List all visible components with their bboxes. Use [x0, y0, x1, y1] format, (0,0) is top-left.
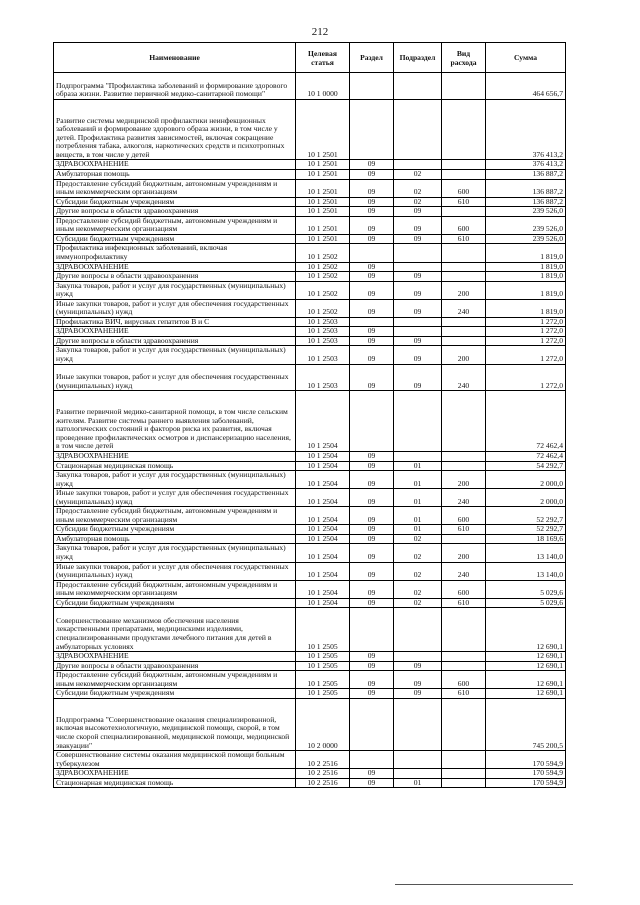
cell-expense-type	[442, 160, 486, 170]
cell-subsection: 09	[394, 346, 442, 364]
cell-expense-type: 240	[442, 562, 486, 580]
cell-name: ЗДРАВООХРАНЕНИЕ	[54, 262, 296, 272]
cell-sum: 1 819,0	[486, 262, 566, 272]
cell-article: 10 1 2504	[296, 391, 350, 452]
cell-article: 10 1 2501	[296, 170, 350, 180]
table-row	[54, 525, 566, 535]
cell-sum: 745 200,5	[486, 698, 566, 750]
cell-expense-type: 610	[442, 197, 486, 207]
cell-article: 10 1 2501	[296, 160, 350, 170]
table-row	[54, 769, 566, 779]
cell-article: 10 1 2502	[296, 244, 350, 262]
cell-expense-type	[442, 751, 486, 769]
cell-section: 09	[350, 652, 394, 662]
cell-expense-type	[442, 652, 486, 662]
cell-sum: 2 000,0	[486, 471, 566, 489]
cell-name: Иные закупки товаров, работ и услуг для обеспечения государственных (муниципальных) нужд	[54, 299, 296, 317]
cell-subsection	[394, 769, 442, 779]
cell-expense-type: 200	[442, 346, 486, 364]
table-row	[54, 327, 566, 337]
cell-section: 09	[350, 262, 394, 272]
cell-subsection: 09	[394, 689, 442, 699]
cell-article: 10 1 2501	[296, 216, 350, 234]
cell-subsection: 02	[394, 598, 442, 608]
cell-expense-type	[442, 73, 486, 100]
cell-article: 10 1 2504	[296, 534, 350, 544]
cell-name: Другие вопросы в области здравоохранения	[54, 207, 296, 217]
cell-sum: 18 169,6	[486, 534, 566, 544]
cell-subsection	[394, 73, 442, 100]
cell-expense-type: 610	[442, 689, 486, 699]
cell-name: Субсидии бюджетным учреждениям	[54, 598, 296, 608]
table-row	[54, 179, 566, 197]
cell-sum: 239 526,0	[486, 207, 566, 217]
cell-subsection	[394, 391, 442, 452]
table-row	[54, 73, 566, 100]
cell-name: ЗДРАВООХРАНЕНИЕ	[54, 652, 296, 662]
cell-article: 10 1 2504	[296, 544, 350, 562]
cell-name: Предоставление субсидий бюджетным, автономным учреждениям и иным некоммерческим организациям	[54, 671, 296, 689]
cell-sum: 1 819,0	[486, 281, 566, 299]
cell-subsection: 01	[394, 471, 442, 489]
cell-expense-type: 200	[442, 471, 486, 489]
cell-section	[350, 99, 394, 160]
cell-sum: 136 887,2	[486, 179, 566, 197]
cell-article: 10 1 2504	[296, 580, 350, 598]
cell-article: 10 1 2501	[296, 179, 350, 197]
cell-name: ЗДРАВООХРАНЕНИЕ	[54, 160, 296, 170]
cell-name: Профилактика инфекционных заболеваний, включая иммунопрофилактику	[54, 244, 296, 262]
cell-section: 09	[350, 580, 394, 598]
cell-article: 10 1 2504	[296, 471, 350, 489]
budget-table	[53, 42, 566, 788]
cell-sum: 239 526,0	[486, 216, 566, 234]
header-expense-type: Вид расхода	[442, 43, 486, 73]
cell-sum: 54 292,7	[486, 461, 566, 471]
cell-section: 09	[350, 216, 394, 234]
cell-subsection: 01	[394, 461, 442, 471]
cell-sum: 1 819,0	[486, 244, 566, 262]
table-row	[54, 751, 566, 769]
cell-expense-type: 240	[442, 299, 486, 317]
cell-section: 09	[350, 769, 394, 779]
table-row	[54, 671, 566, 689]
table-header-row	[54, 43, 566, 73]
cell-name: Подпрограмма "Совершенствование оказания специализированной, включая высокотехнологичную, медицинской помощи, скорой, в том числе скорой специализированной, медицинской помощи, медицинской эвакуации"	[54, 698, 296, 750]
table-row	[54, 244, 566, 262]
cell-name: Иные закупки товаров, работ и услуг для обеспечения государственных (муниципальных) нужд	[54, 364, 296, 391]
cell-subsection: 02	[394, 562, 442, 580]
cell-section: 09	[350, 272, 394, 282]
cell-section: 09	[350, 170, 394, 180]
cell-article: 10 1 2505	[296, 661, 350, 671]
header-article: Целевая статья	[296, 43, 350, 73]
cell-name: Развитие системы медицинской профилактики неинфекционных заболеваний и формирование здорового образа жизни, в том числе у детей. Профилактика развития зависимостей, включая сокращение потребления табака, алкоголя, наркотических средств и психотропных веществ, в том числе у детей	[54, 99, 296, 160]
cell-expense-type: 600	[442, 216, 486, 234]
cell-section: 09	[350, 452, 394, 462]
table-row	[54, 778, 566, 788]
cell-subsection: 09	[394, 216, 442, 234]
table-row	[54, 216, 566, 234]
cell-expense-type	[442, 391, 486, 452]
cell-expense-type: 200	[442, 281, 486, 299]
cell-expense-type	[442, 327, 486, 337]
header-section: Раздел	[350, 43, 394, 73]
cell-article: 10 2 2516	[296, 769, 350, 779]
cell-sum: 136 887,2	[486, 170, 566, 180]
cell-article: 10 1 2501	[296, 234, 350, 244]
cell-sum: 1 819,0	[486, 272, 566, 282]
table-row	[54, 580, 566, 598]
cell-section	[350, 73, 394, 100]
cell-sum: 136 887,2	[486, 197, 566, 207]
cell-name: Стационарная медицинская помощь	[54, 778, 296, 788]
cell-article: 10 1 2503	[296, 317, 350, 327]
cell-sum: 1 272,0	[486, 346, 566, 364]
cell-subsection	[394, 452, 442, 462]
cell-subsection: 02	[394, 580, 442, 598]
cell-section: 09	[350, 160, 394, 170]
cell-name: Субсидии бюджетным учреждениям	[54, 197, 296, 207]
cell-subsection: 09	[394, 299, 442, 317]
table-row	[54, 272, 566, 282]
cell-section: 09	[350, 598, 394, 608]
cell-article: 10 1 2501	[296, 207, 350, 217]
cell-article: 10 1 2504	[296, 598, 350, 608]
cell-section: 09	[350, 299, 394, 317]
cell-article: 10 1 2505	[296, 689, 350, 699]
cell-subsection	[394, 652, 442, 662]
cell-article: 10 1 2504	[296, 452, 350, 462]
cell-subsection: 01	[394, 778, 442, 788]
cell-section: 09	[350, 234, 394, 244]
cell-section: 09	[350, 544, 394, 562]
cell-article: 10 1 2503	[296, 327, 350, 337]
cell-subsection	[394, 698, 442, 750]
cell-sum: 72 462,4	[486, 391, 566, 452]
cell-sum: 13 140,0	[486, 562, 566, 580]
cell-sum: 1 272,0	[486, 327, 566, 337]
cell-expense-type	[442, 778, 486, 788]
cell-article: 10 1 2504	[296, 507, 350, 525]
cell-name: Развитие первичной медико-санитарной помощи, в том числе сельским жителям. Развитие системы раннего выявления заболеваний, патологических состояний и факторов риска их развития, включая проведение профилактических осмотров и диспансеризацию населения, в том числе детей	[54, 391, 296, 452]
cell-expense-type: 240	[442, 364, 486, 391]
cell-name: Закупка товаров, работ и услуг для государственных (муниципальных) нужд	[54, 544, 296, 562]
table-row	[54, 452, 566, 462]
cell-article: 10 1 2504	[296, 489, 350, 507]
cell-section: 09	[350, 507, 394, 525]
cell-name: Подпрограмма "Профилактика заболеваний и формирование здорового образа жизни. Развитие первичной медико-санитарной помощи"	[54, 73, 296, 100]
cell-expense-type	[442, 272, 486, 282]
cell-sum: 1 272,0	[486, 317, 566, 327]
cell-expense-type: 600	[442, 507, 486, 525]
cell-sum: 170 594,9	[486, 778, 566, 788]
cell-section: 09	[350, 336, 394, 346]
table-row	[54, 346, 566, 364]
cell-section	[350, 391, 394, 452]
cell-subsection: 02	[394, 544, 442, 562]
cell-subsection: 01	[394, 489, 442, 507]
cell-article: 10 1 2504	[296, 562, 350, 580]
cell-article: 10 1 2501	[296, 99, 350, 160]
cell-name: Закупка товаров, работ и услуг для государственных (муниципальных) нужд	[54, 346, 296, 364]
cell-name: Другие вопросы в области здравоохранения	[54, 661, 296, 671]
cell-subsection: 09	[394, 661, 442, 671]
cell-expense-type: 610	[442, 525, 486, 535]
table-row	[54, 391, 566, 452]
cell-expense-type	[442, 608, 486, 652]
cell-subsection	[394, 751, 442, 769]
cell-subsection	[394, 327, 442, 337]
cell-subsection	[394, 99, 442, 160]
cell-subsection: 01	[394, 525, 442, 535]
cell-article: 10 1 2503	[296, 346, 350, 364]
cell-expense-type	[442, 99, 486, 160]
cell-expense-type	[442, 317, 486, 327]
cell-sum: 5 029,6	[486, 580, 566, 598]
cell-sum: 1 819,0	[486, 299, 566, 317]
cell-expense-type: 240	[442, 489, 486, 507]
cell-section	[350, 608, 394, 652]
cell-name: Совершенствование механизмов обеспечения населения лекарственными препаратами, медицинскими изделиями, специализированными продуктами лечебного питания для детей в амбулаторных условиях	[54, 608, 296, 652]
cell-sum: 12 690,1	[486, 689, 566, 699]
cell-sum: 2 000,0	[486, 489, 566, 507]
cell-section: 09	[350, 671, 394, 689]
cell-article: 10 1 2504	[296, 525, 350, 535]
cell-name: Предоставление субсидий бюджетным, автономным учреждениям и иным некоммерческим организациям	[54, 580, 296, 598]
cell-name: Закупка товаров, работ и услуг для государственных (муниципальных) нужд	[54, 471, 296, 489]
table-row	[54, 698, 566, 750]
cell-sum: 1 272,0	[486, 364, 566, 391]
cell-subsection: 09	[394, 272, 442, 282]
cell-section: 09	[350, 562, 394, 580]
cell-name: Субсидии бюджетным учреждениям	[54, 234, 296, 244]
cell-section	[350, 698, 394, 750]
cell-sum: 72 462,4	[486, 452, 566, 462]
cell-name: Субсидии бюджетным учреждениям	[54, 525, 296, 535]
table-row	[54, 281, 566, 299]
cell-subsection: 02	[394, 179, 442, 197]
table-row	[54, 507, 566, 525]
table-row	[54, 99, 566, 160]
cell-name: Предоставление субсидий бюджетным, автономным учреждениям и иным некоммерческим организациям	[54, 216, 296, 234]
page-number: 212	[311, 26, 329, 38]
cell-name: ЗДРАВООХРАНЕНИЕ	[54, 327, 296, 337]
cell-section: 09	[350, 346, 394, 364]
cell-section: 09	[350, 489, 394, 507]
cell-sum: 52 292,7	[486, 525, 566, 535]
cell-sum: 12 690,1	[486, 608, 566, 652]
cell-article: 10 2 0000	[296, 698, 350, 750]
cell-article: 10 2 2516	[296, 778, 350, 788]
cell-article: 10 1 2505	[296, 652, 350, 662]
cell-section	[350, 244, 394, 262]
table-row	[54, 364, 566, 391]
cell-name: Иные закупки товаров, работ и услуг для обеспечения государственных (муниципальных) нужд	[54, 562, 296, 580]
cell-subsection: 09	[394, 364, 442, 391]
cell-sum: 464 656,7	[486, 73, 566, 100]
cell-name: Предоставление субсидий бюджетным, автономным учреждениям и иным некоммерческим организациям	[54, 507, 296, 525]
cell-name: Иные закупки товаров, работ и услуг для обеспечения государственных (муниципальных) нужд	[54, 489, 296, 507]
cell-name: Субсидии бюджетным учреждениям	[54, 689, 296, 699]
cell-section: 09	[350, 689, 394, 699]
cell-subsection: 02	[394, 170, 442, 180]
table-row	[54, 489, 566, 507]
cell-subsection: 02	[394, 197, 442, 207]
cell-section: 09	[350, 461, 394, 471]
cell-name: Профилактика ВИЧ, вирусных гепатитов В и С	[54, 317, 296, 327]
table-body	[54, 73, 566, 788]
cell-section: 09	[350, 207, 394, 217]
cell-article: 10 1 2502	[296, 262, 350, 272]
table-row	[54, 544, 566, 562]
cell-expense-type: 600	[442, 179, 486, 197]
cell-subsection	[394, 608, 442, 652]
cell-article: 10 1 2502	[296, 299, 350, 317]
cell-name: ЗДРАВООХРАНЕНИЕ	[54, 769, 296, 779]
cell-expense-type	[442, 336, 486, 346]
header-sum: Сумма	[486, 43, 566, 73]
cell-expense-type	[442, 534, 486, 544]
cell-article: 10 1 2504	[296, 461, 350, 471]
cell-expense-type: 610	[442, 234, 486, 244]
cell-name: Закупка товаров, работ и услуг для государственных (муниципальных) нужд	[54, 281, 296, 299]
table-row	[54, 471, 566, 489]
cell-subsection: 02	[394, 534, 442, 544]
cell-section: 09	[350, 327, 394, 337]
cell-sum: 1 272,0	[486, 336, 566, 346]
cell-expense-type	[442, 698, 486, 750]
cell-expense-type: 600	[442, 580, 486, 598]
cell-article: 10 1 0000	[296, 73, 350, 100]
cell-subsection: 09	[394, 207, 442, 217]
cell-subsection: 09	[394, 281, 442, 299]
cell-sum: 170 594,9	[486, 751, 566, 769]
cell-subsection: 01	[394, 507, 442, 525]
cell-name: Амбулаторная помощь	[54, 170, 296, 180]
cell-expense-type	[442, 461, 486, 471]
cell-expense-type: 200	[442, 544, 486, 562]
cell-subsection: 09	[394, 234, 442, 244]
cell-sum: 12 690,1	[486, 671, 566, 689]
cell-subsection: 09	[394, 671, 442, 689]
cell-name: Амбулаторная помощь	[54, 534, 296, 544]
cell-expense-type: 600	[442, 671, 486, 689]
cell-name: ЗДРАВООХРАНЕНИЕ	[54, 452, 296, 462]
cell-section: 09	[350, 179, 394, 197]
cell-expense-type	[442, 244, 486, 262]
cell-article: 10 1 2502	[296, 272, 350, 282]
cell-subsection: 09	[394, 336, 442, 346]
table-row	[54, 652, 566, 662]
cell-sum: 376 413,2	[486, 160, 566, 170]
cell-expense-type	[442, 769, 486, 779]
table-row	[54, 689, 566, 699]
cell-article: 10 1 2503	[296, 336, 350, 346]
cell-section: 09	[350, 534, 394, 544]
cell-subsection	[394, 317, 442, 327]
header-subsection: Подраздел	[394, 43, 442, 73]
table-row	[54, 299, 566, 317]
cell-sum: 52 292,7	[486, 507, 566, 525]
cell-article: 10 1 2501	[296, 197, 350, 207]
cell-expense-type	[442, 170, 486, 180]
cell-name: Другие вопросы в области здравоохранения	[54, 272, 296, 282]
cell-sum: 12 690,1	[486, 652, 566, 662]
cell-section: 09	[350, 281, 394, 299]
cell-section: 09	[350, 471, 394, 489]
cell-name: Стационарная медицинская помощь	[54, 461, 296, 471]
cell-subsection	[394, 244, 442, 262]
cell-article: 10 1 2502	[296, 281, 350, 299]
cell-section: 09	[350, 661, 394, 671]
cell-section: 09	[350, 778, 394, 788]
cell-expense-type: 610	[442, 598, 486, 608]
cell-sum: 13 140,0	[486, 544, 566, 562]
cell-section: 09	[350, 197, 394, 207]
cell-sum: 12 690,1	[486, 661, 566, 671]
table-row	[54, 562, 566, 580]
cell-article: 10 1 2505	[296, 671, 350, 689]
table-row	[54, 598, 566, 608]
footer-divider	[395, 884, 573, 885]
cell-expense-type	[442, 262, 486, 272]
cell-name: Совершенствование системы оказания медицинской помощи больным туберкулезом	[54, 751, 296, 769]
cell-sum: 239 526,0	[486, 234, 566, 244]
cell-article: 10 1 2505	[296, 608, 350, 652]
cell-sum: 376 413,2	[486, 99, 566, 160]
cell-article: 10 2 2516	[296, 751, 350, 769]
cell-section: 09	[350, 364, 394, 391]
cell-expense-type	[442, 661, 486, 671]
cell-article: 10 1 2503	[296, 364, 350, 391]
table-row	[54, 608, 566, 652]
cell-sum: 5 029,6	[486, 598, 566, 608]
cell-name: Другие вопросы в области здравоохранения	[54, 336, 296, 346]
cell-name: Предоставление субсидий бюджетным, автономным учреждениям и иным некоммерческим организациям	[54, 179, 296, 197]
cell-expense-type	[442, 452, 486, 462]
table-row	[54, 170, 566, 180]
cell-section	[350, 751, 394, 769]
cell-section: 09	[350, 525, 394, 535]
cell-expense-type	[442, 207, 486, 217]
header-name: Наименование	[54, 43, 296, 73]
table-row	[54, 207, 566, 217]
cell-sum: 170 594,9	[486, 769, 566, 779]
